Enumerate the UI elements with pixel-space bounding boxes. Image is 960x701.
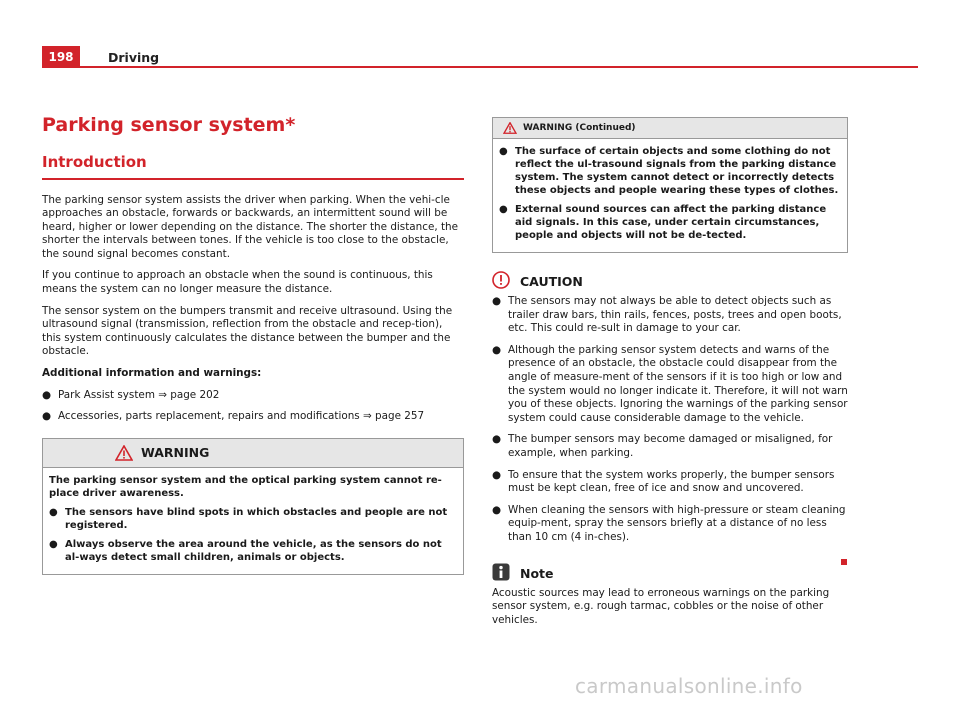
warning-continued-label: WARNING (Continued)	[523, 123, 636, 133]
warning-continued-body	[493, 139, 847, 252]
section-end-marker	[841, 559, 847, 565]
caution-header	[492, 271, 848, 289]
caution-item-text: When cleaning the sensors with high-pressure or steam cleaning equip-ment, spray the sensors briefly at a distance of no less than 10 cm (4 in-ches).	[508, 503, 846, 543]
bullet-icon: ●	[492, 343, 502, 356]
warning-triangle-icon	[115, 445, 133, 461]
link-text[interactable]: Accessories, parts replacement, repairs and modifications ⇒ page 257	[58, 410, 425, 423]
warning-box	[42, 438, 464, 575]
note-header	[492, 563, 848, 581]
bullet-icon: ●	[492, 295, 502, 307]
link-item-accessories[interactable]	[42, 410, 464, 424]
watermark: carmanualsonline.info	[575, 674, 803, 698]
warning-item	[499, 203, 841, 242]
paragraph: The parking sensor system assists the driver when parking. When the vehi-cle approaches an obstacle, forwards or backwards, an intermittent sound will be heard, higher or lower depending on the distance. The shorter the distance, the shorter the intervals between tones. If the vehicle is too close to the obstacle, the sound signal becomes constant.	[42, 193, 459, 260]
caution-label: CAUTION	[520, 274, 583, 289]
warning-continued-box	[492, 117, 848, 253]
left-column	[42, 112, 464, 575]
chapter-title: Driving	[108, 50, 160, 65]
paragraph: The sensor system on the bumpers transmit and receive ultrasound. Using the ultrasound signal (transmission, reflection from the obstacle and recep-tion), this system continuously calculates the distance between the bumper and the obstacle.	[42, 304, 453, 358]
sub-title: Introduction	[42, 153, 147, 171]
additional-heading: Additional information and warnings:	[42, 367, 262, 380]
caution-item	[492, 469, 848, 496]
note-info-icon	[492, 563, 510, 581]
warning-item	[49, 538, 457, 564]
caution-item-text: Although the parking sensor system detects and warns of the presence of an obstacle, the obstacle could disappear from the angle of measure-ment of the sensors if it is too high or low and the system would no longer indicate it. Therefore, it will not warn you of these objects. Ignoring the warnings of the parking sensor system could cause considerable damage to the vehicle.	[508, 343, 848, 424]
section-title: Parking sensor system*	[42, 114, 296, 136]
warning-body	[43, 468, 463, 574]
caution-item	[492, 344, 848, 426]
warning-item	[49, 506, 457, 532]
note-text: Acoustic sources may lead to erroneous warnings on the parking sensor system, e.g. rough tarmac, cobbles or the noise of other vehicles.	[492, 586, 830, 626]
note-label: Note	[520, 565, 554, 581]
page-number: 198	[42, 46, 80, 68]
bullet-icon: ●	[492, 433, 502, 446]
caution-item-text: The bumper sensors may become damaged or misaligned, for example, when parking.	[508, 433, 833, 459]
sub-title-rule	[42, 178, 464, 180]
caution-item	[492, 504, 848, 545]
link-text[interactable]: Park Assist system ⇒ page 202	[58, 388, 220, 401]
bullet-icon: ●	[49, 538, 58, 550]
bullet-icon: ●	[42, 410, 52, 423]
link-item-park-assist[interactable]	[42, 389, 464, 403]
right-column	[492, 117, 848, 635]
warning-continued-header	[493, 118, 847, 139]
paragraph: If you continue to approach an obstacle when the sound is continuous, this means the system can no longer measure the distance.	[42, 269, 433, 296]
warning-item	[499, 145, 841, 197]
caution-item	[492, 433, 848, 460]
warning-intro: The parking sensor system and the optical parking system cannot re-place driver awareness.	[49, 474, 442, 499]
caution-item	[492, 295, 848, 336]
bullet-icon: ●	[492, 468, 502, 481]
caution-item-text: The sensors may not always be able to detect objects such as trailer draw bars, thin rails, fences, posts, trees and open boots, etc. This could re-sult in damage to your car.	[508, 295, 842, 335]
warning-label: WARNING	[141, 445, 210, 461]
bullet-icon: ●	[492, 503, 502, 516]
bullet-icon: ●	[42, 388, 52, 401]
warning-header	[43, 439, 463, 468]
warning-triangle-icon	[503, 122, 517, 134]
caution-item-text: To ensure that the system works properly, the bumper sensors must be kept clean, free of ice and snow and uncovered.	[508, 468, 835, 495]
bullet-icon: ●	[499, 204, 508, 215]
bullet-icon: ●	[499, 146, 508, 157]
warning-item-text: Always observe the area around the vehicle, as the sensors do not al-ways detect small children, animals or objects.	[65, 538, 442, 563]
bullet-icon: ●	[49, 506, 58, 518]
header-rule	[42, 66, 918, 68]
warning-item-text: The sensors have blind spots in which obstacles and people are not registered.	[65, 506, 448, 531]
warning-item-text: The surface of certain objects and some clothing do not reflect the ul-trasound signals from the parking distance system. The system cannot detect or incorrectly detects these objects and people wearing these types of clothes.	[515, 146, 839, 196]
caution-exclamation-icon	[492, 271, 510, 289]
warning-item-text: External sound sources can affect the parking distance aid signals. In this case, under certain circumstances, people and objects will not be de-tected.	[515, 204, 827, 241]
